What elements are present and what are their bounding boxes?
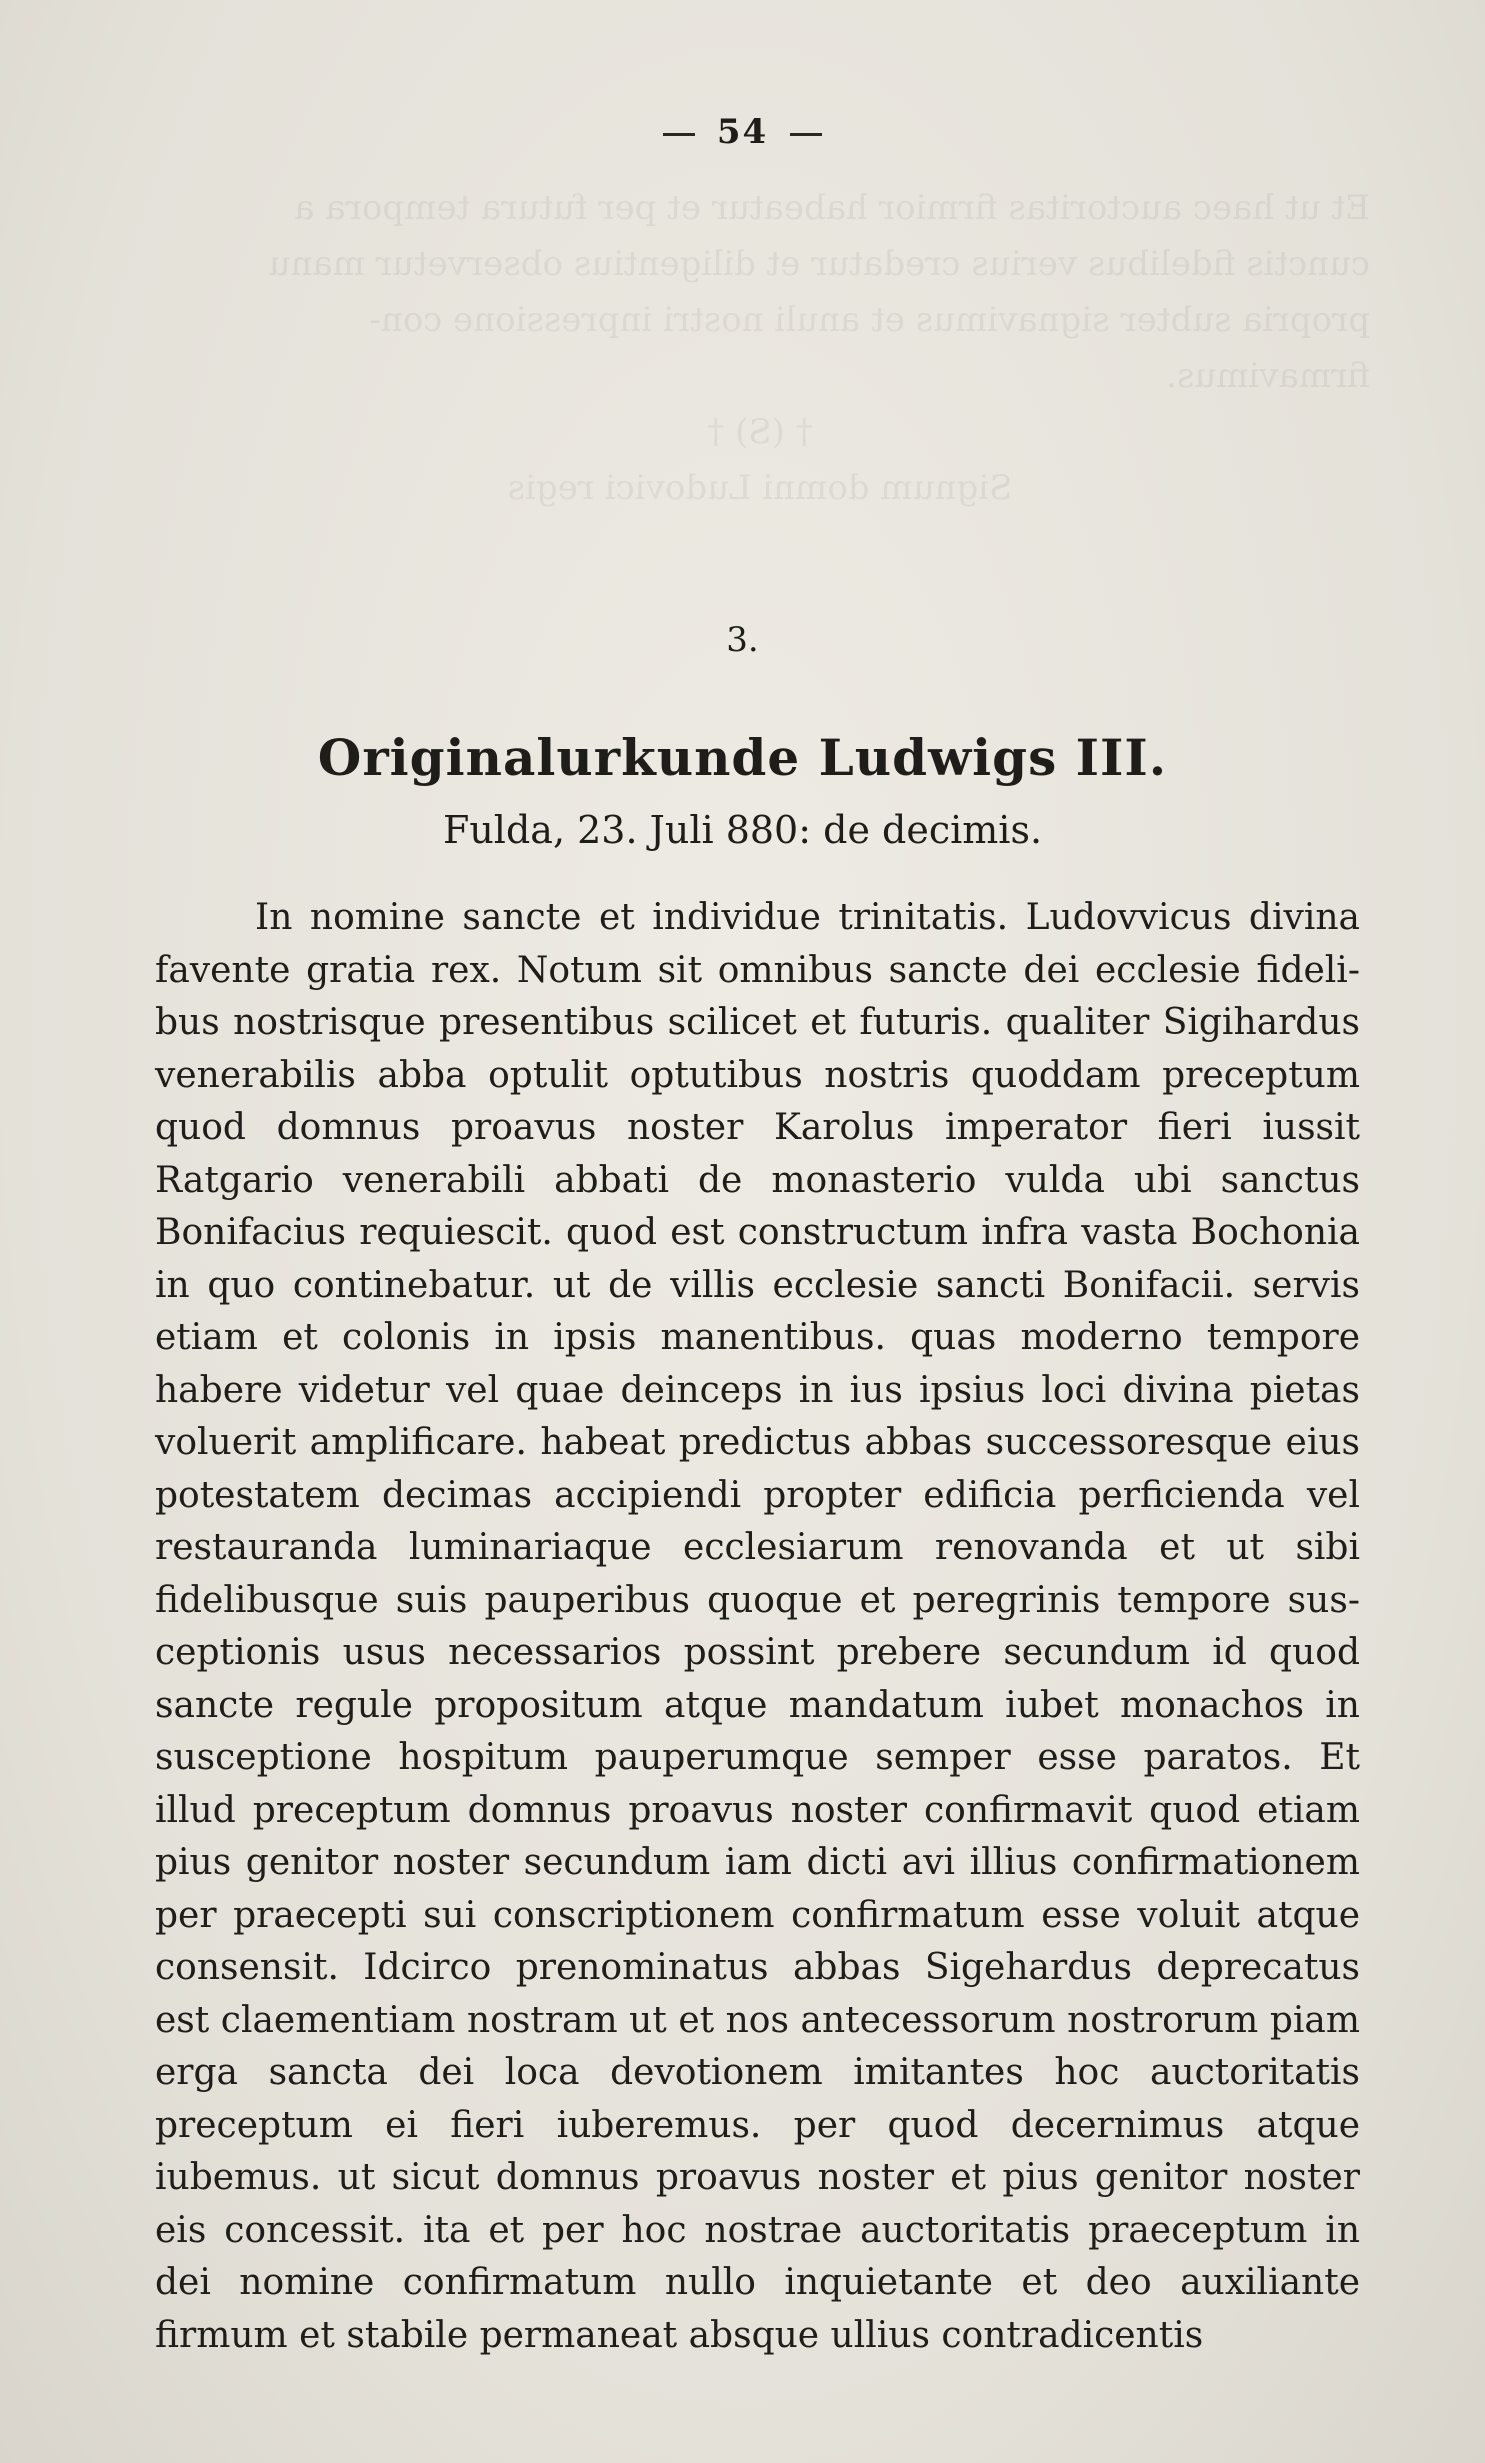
document-subtitle: Fulda, 23. Juli 880: de decimis.	[442, 808, 1043, 852]
document-title: Originalurkunde Ludwigs III.	[317, 728, 1168, 787]
right-dash	[790, 133, 822, 136]
document-number: 3.	[726, 620, 759, 660]
page-number-value: 54	[716, 112, 769, 152]
charter-body-text: In nomine sancte et individue trinitatis. Ludovvicus divina favente gratia rex. Notum sit omnibus sancte dei ecclesie fidelibus nostrisque presentibus scilicet et futuris. qualiter Sigihardus venerabilis abba optulit optutibus nostris quoddam preceptum quod domnus proavus noster Karolus imperator fieri iussit Ratgario venerabili abbati de monasterio vulda ubi sanctus Bonifacius requiescit. quod est constructum infra vasta Bochonia in quo continebatur. ut de villis ecclesie sancti Bonifacii. servis etiam et colonis in ipsis manentibus. quas moderno tempore habere videtur vel quae deinceps in ius ipsius loci divina pietas voluerit amplificare. habeat predictus abbas successoresque eius potestatem decimas accipiendi propter edificia perficienda vel restauranda luminariaque ecclesiarum renovanda et ut sibi fidelibusque suis pauperibus quoque et peregrinis tempore susceptionis usus necessarios possint prebere secundum id quod sancte regule propositum atque mandatum iubet monachos in susceptione hospitum pauperumque semper esse paratos. Et illud preceptum domnus proavus noster confirmavit quod etiam pius genitor noster secundum iam dicti avi illius confirmationem per praecepti sui conscriptionem confirmatum esse voluit atque consensit. Idcirco prenominatus abbas Sigehardus deprecatus est claementiam nostram ut et nos antecessorum nostrorum piam erga sancta dei loca devotionem imitantes hoc auctoritatis preceptum ei fieri iuberemus. per quod decernimus atque iubemus. ut sicut domnus proavus noster et pius genitor noster eis concessit. ita et per hoc nostrae auctoritatis praeceptum in dei nomine confirmatum nullo inquietante et deo auxiliante firmum et stabile permaneat absque ullius contradicentis	[155, 897, 1360, 2356]
page-number	[0, 112, 1485, 152]
show-through-text: Et ut haec auctoritas firmior habeatur et per futura tempora a cunctis fidelibus verius credatur et diligentius observetur manu propria subter signavimus et anuli nostri inpressione con- firmavimus. † (S) † Signum domni Ludovici regis	[268, 188, 1370, 508]
left-dash	[663, 133, 695, 136]
